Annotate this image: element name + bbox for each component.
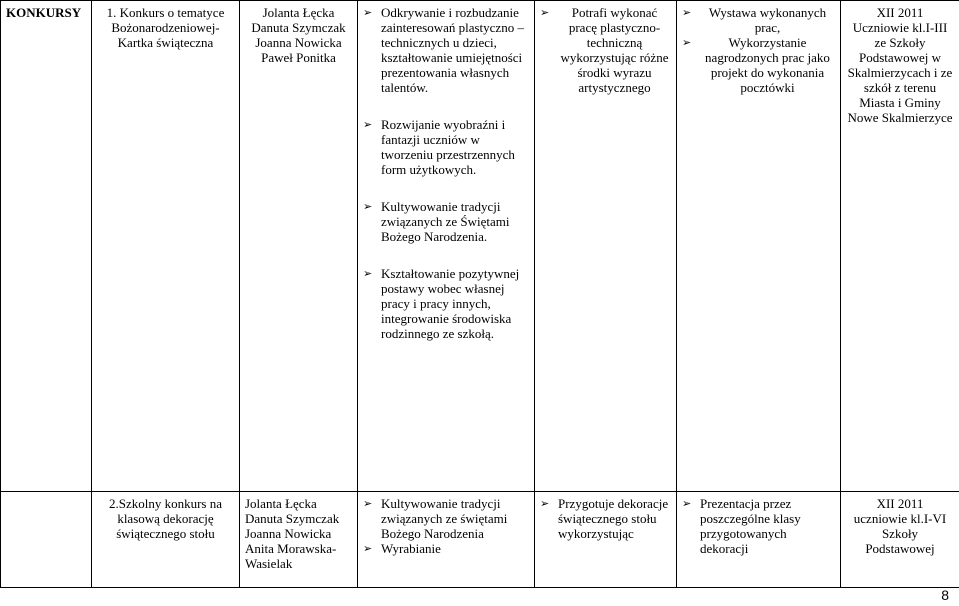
evaluation-item: ➢ Prezentacja przez poszczególne klasy przygotowanych dekoracji [682,496,801,556]
teacher-name: Jolanta Łęcka [262,5,335,20]
evaluation-item: ➢ Wykorzystanie nagrodzonych prac jako projekt do wykonania pocztówki [682,35,830,95]
outcomes-cell [535,1,677,492]
teacher-name: Danuta Szymczak [245,511,340,526]
teacher-name: Joanna Nowicka [255,35,342,50]
teacher-name: Joanna Nowicka [245,526,332,541]
evaluation-cell [677,492,841,588]
term: XII 2011 [876,5,924,20]
arrow-bullet-icon: ➢ [682,36,692,49]
arrow-bullet-icon: ➢ [540,6,550,19]
goal-item: ➢ Wyrabianie [363,541,441,556]
arrow-bullet-icon: ➢ [363,542,373,555]
participants: Uczniowie kl.I-III ze Szkoły Podstawowej w Skalmierzycach i ze szkół z terenu Miasta i Gminy Nowe Skalmierzyce [847,20,953,125]
outcome-item: ➢ Potrafi wykonać pracę plastyczno-techniczną wykorzystując różne środki wyrazu artystycznego [540,5,669,95]
header-cell: KONKURSY [1,1,92,492]
goals-cell [358,492,535,588]
arrow-bullet-icon: ➢ [682,497,692,510]
table-row [1,492,959,588]
page-number: 8 [941,587,949,603]
outcome-item: ➢ Przygotuje dekoracje świątecznego stołu wykorzystując [540,496,669,541]
goal-item: ➢ Kultywowanie tradycji związanych ze Świętami Bożego Narodzenia. [363,199,510,244]
competition-title: 2.Szkolny konkurs na klasową dekorację świątecznego stołu [92,492,240,588]
goal-item: ➢ Kultywowanie tradycji związanych ze świętami Bożego Narodzenia [363,496,508,541]
term: XII 2011 [876,496,924,511]
teacher-name: Anita Morawska-Wasielak [245,541,337,571]
evaluation-item: ➢ Wystawa wykonanych prac, [682,5,827,35]
arrow-bullet-icon: ➢ [682,6,692,19]
arrow-bullet-icon: ➢ [540,497,550,510]
teacher-name: Jolanta Łęcka [245,496,317,511]
goals-cell [358,1,535,492]
arrow-bullet-icon: ➢ [363,6,373,19]
teachers-cell [240,492,358,588]
arrow-bullet-icon: ➢ [363,497,373,510]
teacher-name: Paweł Ponitka [261,50,336,65]
goal-item: ➢ Kształtowanie pozytywnej postawy wobec własnej pracy i pracy innych, integrowanie środowiska rodzinnego ze szkołą. [363,266,520,341]
teachers-cell [240,1,358,492]
goal-item: ➢ Odkrywanie i rozbudzanie zainteresowań plastyczno – technicznych u dzieci, kształtowanie umiejętności prezentowania własnych talentów. [363,5,524,95]
arrow-bullet-icon: ➢ [363,267,373,280]
teacher-name: Danuta Szymczak [251,20,346,35]
term-participants-cell [841,492,959,588]
evaluation-cell [677,1,841,492]
arrow-bullet-icon: ➢ [363,118,373,131]
term-participants-cell [841,1,959,492]
goal-item: ➢ Rozwijanie wyobraźni i fantazji uczniów w tworzeniu przestrzennych form użytkowych. [363,117,515,177]
table-row [1,1,959,492]
outcomes-cell [535,492,677,588]
arrow-bullet-icon: ➢ [363,200,373,213]
competition-title: 1. Konkurs o tematyce Bożonarodzeniowej- Kartka świąteczna [92,1,240,492]
header-cell-empty [1,492,92,588]
participants: uczniowie kl.I-VI Szkoły Podstawowej [853,511,947,556]
